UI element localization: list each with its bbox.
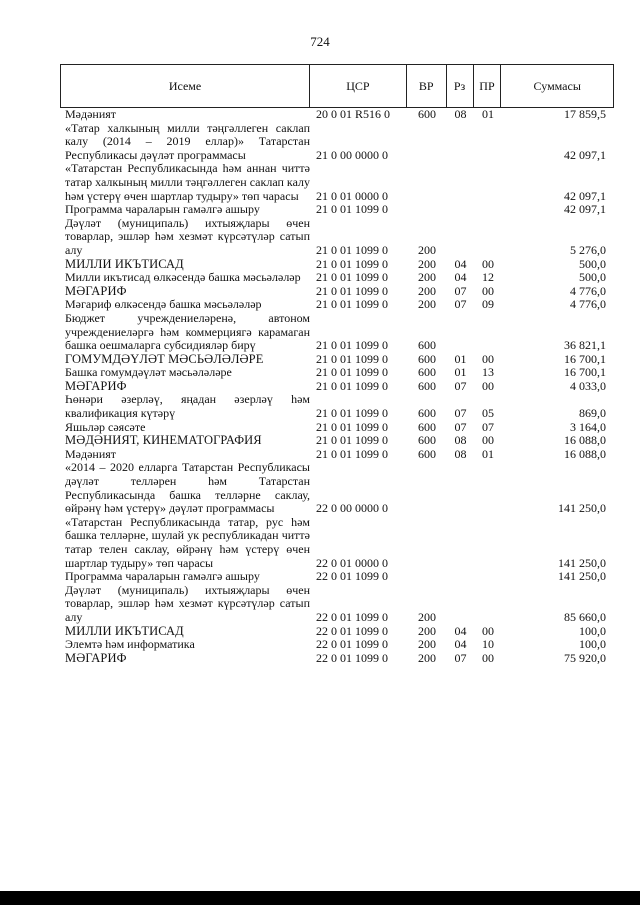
table-row [65, 393, 614, 420]
table-row [65, 421, 614, 435]
row-csr: 21 0 01 1099 0 [316, 378, 388, 393]
row-csr: 21 0 01 1099 0 [316, 365, 388, 380]
row-pr: 00 [482, 351, 494, 366]
row-pr: 13 [482, 365, 494, 380]
row-sum: 141 250,0 [558, 501, 606, 516]
row-vr: 600 [418, 446, 436, 461]
row-name: МӘГАРИФ [65, 378, 127, 393]
table-row [65, 271, 614, 285]
row-rz: 04 [454, 637, 467, 652]
row-vr: 200 [418, 242, 436, 257]
table-row [65, 285, 614, 299]
table-row [65, 584, 614, 625]
row-pr: 01 [482, 107, 494, 121]
row-name: «Татарстан Республикасында татар, рус һәм башка телләрне, шулай ук республикадан читтә татар телен саклау, өйрәнү һәм үстерү өчен шартлар тудыру» төп чарасы [65, 514, 310, 570]
table-row [65, 162, 614, 203]
row-csr: 21 0 01 1099 0 [316, 270, 388, 285]
table-row [65, 638, 614, 652]
row-vr: 200 [418, 283, 436, 298]
row-pr: 00 [482, 378, 494, 393]
row-csr: 22 0 01 1099 0 [316, 609, 388, 624]
row-name: Милли икътисад өлкәсендә башка мәсьәләләр [65, 270, 301, 285]
row-name: «Татарстан Республикасында һәм аннан читтә татар халкының милли тәңгәллеген саклап калу һәм үстерү өчен шартлар тудыру» төп чарасы [65, 161, 310, 203]
row-sum: 3 164,0 [570, 419, 606, 434]
row-vr: 600 [418, 378, 436, 393]
row-name: Мәдәният [65, 446, 117, 461]
row-rz: 07 [454, 283, 467, 298]
row-sum: 100,0 [579, 637, 606, 652]
table-row [65, 570, 614, 584]
row-rz: 07 [454, 650, 467, 665]
row-sum: 16 088,0 [564, 446, 606, 461]
row-vr: 200 [418, 650, 436, 665]
table-row [65, 366, 614, 380]
table-row [65, 312, 614, 353]
row-csr: 21 0 01 0000 0 [316, 188, 388, 203]
row-sum: 42 097,1 [564, 147, 606, 162]
row-name: Мәгариф өлкәсендә башка мәсьәләләр [65, 297, 262, 312]
row-sum: 42 097,1 [564, 202, 606, 217]
header-pr: ПР [474, 65, 502, 107]
row-name: МӘГАРИФ [65, 283, 127, 298]
row-name: Яшьләр сәясәте [65, 419, 146, 434]
table-row [65, 516, 614, 570]
row-rz: 01 [454, 365, 467, 380]
row-csr: 21 0 01 1099 0 [316, 242, 388, 257]
row-vr: 200 [418, 609, 436, 624]
row-csr: 22 0 01 1099 0 [316, 569, 388, 584]
row-csr: 21 0 01 1099 0 [316, 406, 388, 421]
row-rz: 01 [454, 351, 467, 366]
row-sum: 5 276,0 [570, 242, 606, 257]
row-sum: 4 776,0 [570, 297, 606, 312]
row-name: Мәдәният [65, 107, 117, 121]
page-number: 724 [310, 34, 330, 49]
row-csr: 21 0 01 1099 0 [316, 283, 388, 298]
row-name: МИЛЛИ ИКЪТИСАД [65, 256, 184, 271]
row-name: Бюджет учреждениеләренә, автоном учреждениеләргә һәм коммерциягә карамаган башка оешмаларга субсидияләр бирү [65, 310, 310, 353]
header-name: Исеме [61, 65, 310, 107]
row-rz: 04 [454, 256, 467, 271]
row-sum: 100,0 [579, 623, 606, 638]
header-sum: Суммасы [533, 78, 581, 93]
row-sum: 500,0 [579, 270, 606, 285]
row-pr: 01 [482, 446, 494, 461]
row-name: Һөнәри әзерләү, яңадан әзерләү һәм квалификация күтәрү [65, 392, 310, 421]
row-pr: 00 [482, 650, 494, 665]
row-vr: 600 [418, 338, 436, 353]
row-name: Программа чараларын гамәлгә ашыру [65, 202, 260, 217]
row-pr: 00 [482, 256, 494, 271]
row-name: МИЛЛИ ИКЪТИСАД [65, 623, 184, 638]
row-rz: 07 [454, 406, 467, 421]
row-name: ГОМУМДӘҮЛӘТ МӘСЬӘЛӘЛӘРЕ [65, 351, 264, 366]
table-body [65, 108, 614, 665]
row-sum: 16 088,0 [564, 433, 606, 448]
scan-edge-bar [0, 891, 640, 905]
table-row [65, 298, 614, 312]
row-name: МӘГАРИФ [65, 650, 127, 665]
table-row [65, 652, 614, 666]
row-pr: 10 [482, 637, 494, 652]
row-rz: 07 [454, 297, 467, 312]
row-vr: 600 [418, 365, 436, 380]
table-row [65, 217, 614, 258]
row-csr: 21 0 01 1099 0 [316, 351, 388, 366]
row-sum: 16 700,1 [564, 365, 606, 380]
row-sum: 75 920,0 [564, 650, 606, 665]
row-csr: 21 0 01 1099 0 [316, 202, 388, 217]
row-rz: 07 [454, 378, 467, 393]
row-rz: 08 [454, 107, 467, 121]
table-row [65, 461, 614, 515]
row-pr: 00 [482, 623, 494, 638]
row-vr: 200 [418, 256, 436, 271]
row-sum: 4 776,0 [570, 283, 606, 298]
row-sum: 42 097,1 [564, 188, 606, 203]
table-row [65, 380, 614, 394]
row-vr: 200 [418, 270, 436, 285]
row-csr: 22 0 01 1099 0 [316, 637, 388, 652]
row-csr: 21 0 01 1099 0 [316, 446, 388, 461]
row-csr: 22 0 01 1099 0 [316, 650, 388, 665]
row-vr: 200 [418, 297, 436, 312]
header-csr: ЦСР [310, 65, 407, 107]
row-csr: 21 0 01 1099 0 [316, 256, 388, 271]
row-csr: 21 0 00 0000 0 [316, 147, 388, 162]
row-sum: 141 250,0 [558, 555, 606, 570]
row-vr: 600 [418, 107, 436, 121]
row-pr: 12 [482, 270, 494, 285]
table-row [65, 434, 614, 448]
row-name: Дәүләт (муниципаль) ихтыяҗлары өчен товарлар, эшләр һәм хезмәт күрсәтүләр сатып алу [65, 215, 310, 257]
row-name: «Татар халкының милли тәңгәллеген саклап калу (2014 – 2019 еллар)» Татарстан Республикасы дәүләт программасы [65, 120, 310, 162]
row-pr: 00 [482, 283, 494, 298]
row-vr: 200 [418, 637, 436, 652]
row-pr: 05 [482, 406, 494, 421]
row-pr: 07 [482, 419, 494, 434]
table-row [65, 448, 614, 462]
row-vr: 600 [418, 351, 436, 366]
row-name: Башка гомумдәүләт мәсьәләләре [65, 365, 232, 380]
header-vr: ВР [407, 65, 447, 107]
row-csr: 21 0 01 1099 0 [316, 338, 388, 353]
table-row [65, 203, 614, 217]
table-header [60, 64, 614, 108]
row-sum: 16 700,1 [564, 351, 606, 366]
row-csr: 20 0 01 R516 0 [316, 107, 391, 121]
row-vr: 600 [418, 406, 436, 421]
table-row [65, 258, 614, 272]
row-rz: 07 [454, 419, 467, 434]
header-rz: Рз [447, 65, 474, 107]
row-vr: 600 [418, 433, 436, 448]
row-rz: 08 [454, 433, 467, 448]
row-sum: 36 821,1 [564, 338, 606, 353]
row-csr: 21 0 01 1099 0 [316, 419, 388, 434]
row-pr: 09 [482, 297, 494, 312]
row-name: Дәүләт (муниципаль) ихтыяҗлары өчен товарлар, эшләр һәм хезмәт күрсәтүләр сатып алу [65, 582, 310, 624]
row-csr: 21 0 01 1099 0 [316, 297, 388, 312]
table-row [65, 625, 614, 639]
row-name: Элемтә һәм информатика [65, 637, 195, 652]
row-sum: 500,0 [579, 256, 606, 271]
table-row [65, 122, 614, 163]
row-sum: 869,0 [579, 406, 606, 421]
row-rz: 04 [454, 623, 467, 638]
row-sum: 85 660,0 [564, 609, 606, 624]
row-name: Программа чараларын гамәлгә ашыру [65, 569, 260, 584]
row-sum: 141 250,0 [558, 569, 606, 584]
row-name: «2014 – 2020 елларга Татарстан Республикасы дәүләт телләрен һәм Татарстан Республикасында башка телләрне саклау, өйрәнү һәм үстерү» дәүләт программасы [65, 460, 310, 516]
row-csr: 22 0 01 0000 0 [316, 555, 388, 570]
row-csr: 22 0 01 1099 0 [316, 623, 388, 638]
row-pr: 00 [482, 433, 494, 448]
row-sum: 17 859,5 [564, 107, 606, 121]
table-row [65, 108, 614, 122]
row-rz: 04 [454, 270, 467, 285]
row-csr: 22 0 00 0000 0 [316, 501, 388, 516]
row-name: МӘДӘНИЯТ, КИНЕМАТОГРАФИЯ [65, 433, 262, 448]
table-row [65, 353, 614, 367]
row-vr: 200 [418, 623, 436, 638]
row-rz: 08 [454, 446, 467, 461]
row-csr: 21 0 01 1099 0 [316, 433, 388, 448]
row-sum: 4 033,0 [570, 378, 606, 393]
row-vr: 600 [418, 419, 436, 434]
